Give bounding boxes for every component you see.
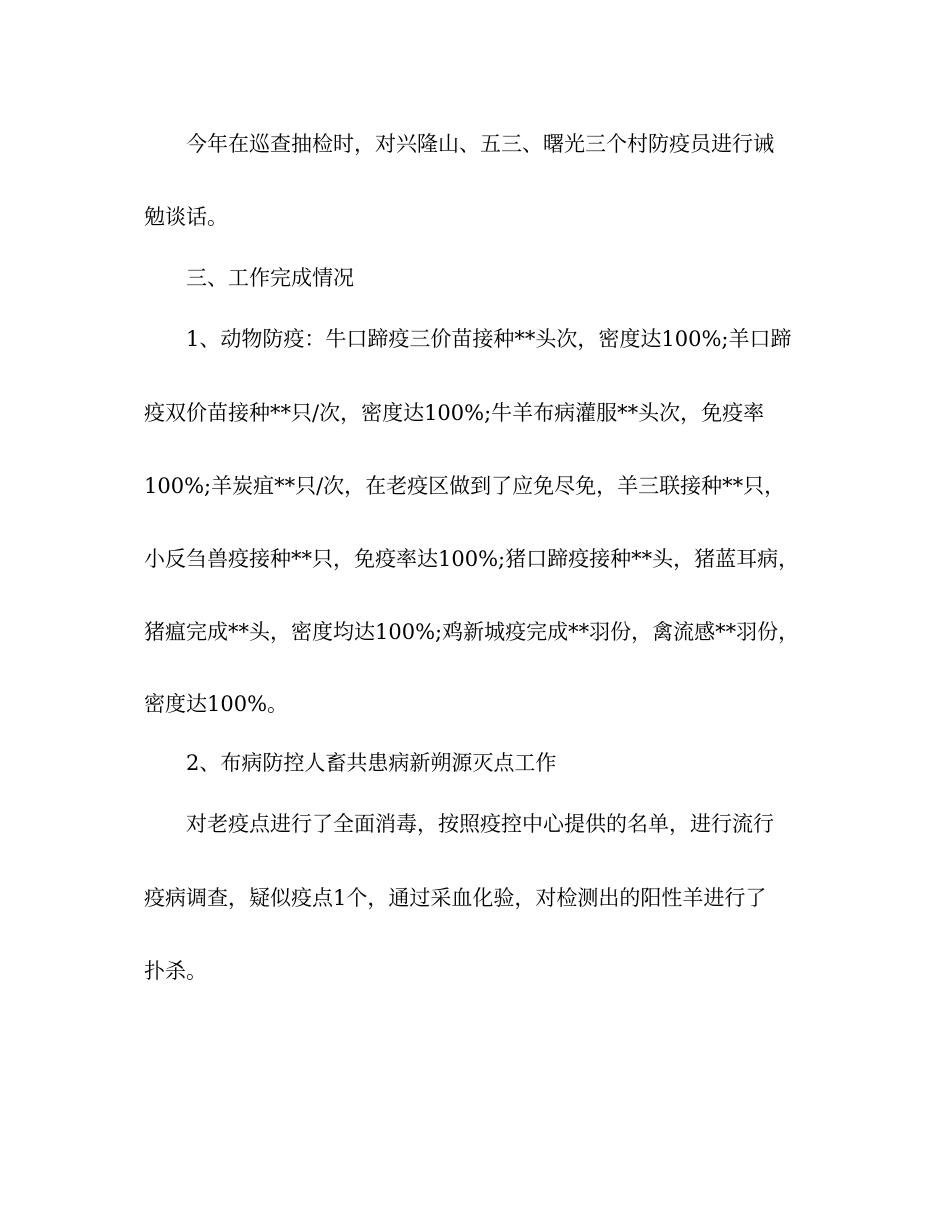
paragraph-line: 对老疫点进行了全面消毒，按照疫控中心提供的名单，进行流行: [186, 812, 774, 836]
paragraph-line: 勉谈话。: [144, 205, 228, 229]
paragraph-line: 疫双价苗接种**只/次，密度达100%;牛羊布病灌服**头次，免疫率: [144, 401, 765, 425]
paragraph-line: 扑杀。: [144, 959, 207, 983]
paragraph-line: 小反刍兽疫接种**只，免疫率达100%;猪口蹄疫接种**头，猪蓝耳病，: [144, 547, 800, 571]
paragraph-line: 今年在巡查抽检时，对兴隆山、五三、曙光三个村防疫员进行诫: [186, 132, 774, 156]
section-heading: 三、工作完成情况: [186, 266, 354, 290]
paragraph-line: 猪瘟完成**头，密度均达100%;鸡新城疫完成**羽份，禽流感**羽份，: [144, 620, 800, 644]
paragraph-line: 1、动物防疫：牛口蹄疫三价苗接种**头次，密度达100%;羊口蹄: [186, 327, 792, 351]
subsection-heading: 2、布病防控人畜共患病新朔源灭点工作: [186, 751, 557, 775]
paragraph-line: 100%;羊炭疽**只/次，在老疫区做到了应免尽免，羊三联接种**只，: [144, 474, 786, 498]
paragraph-line: 疫病调查，疑似疫点1个，通过采血化验，对检测出的阳性羊进行了: [144, 886, 767, 910]
paragraph-line: 密度达100%。: [144, 692, 289, 716]
